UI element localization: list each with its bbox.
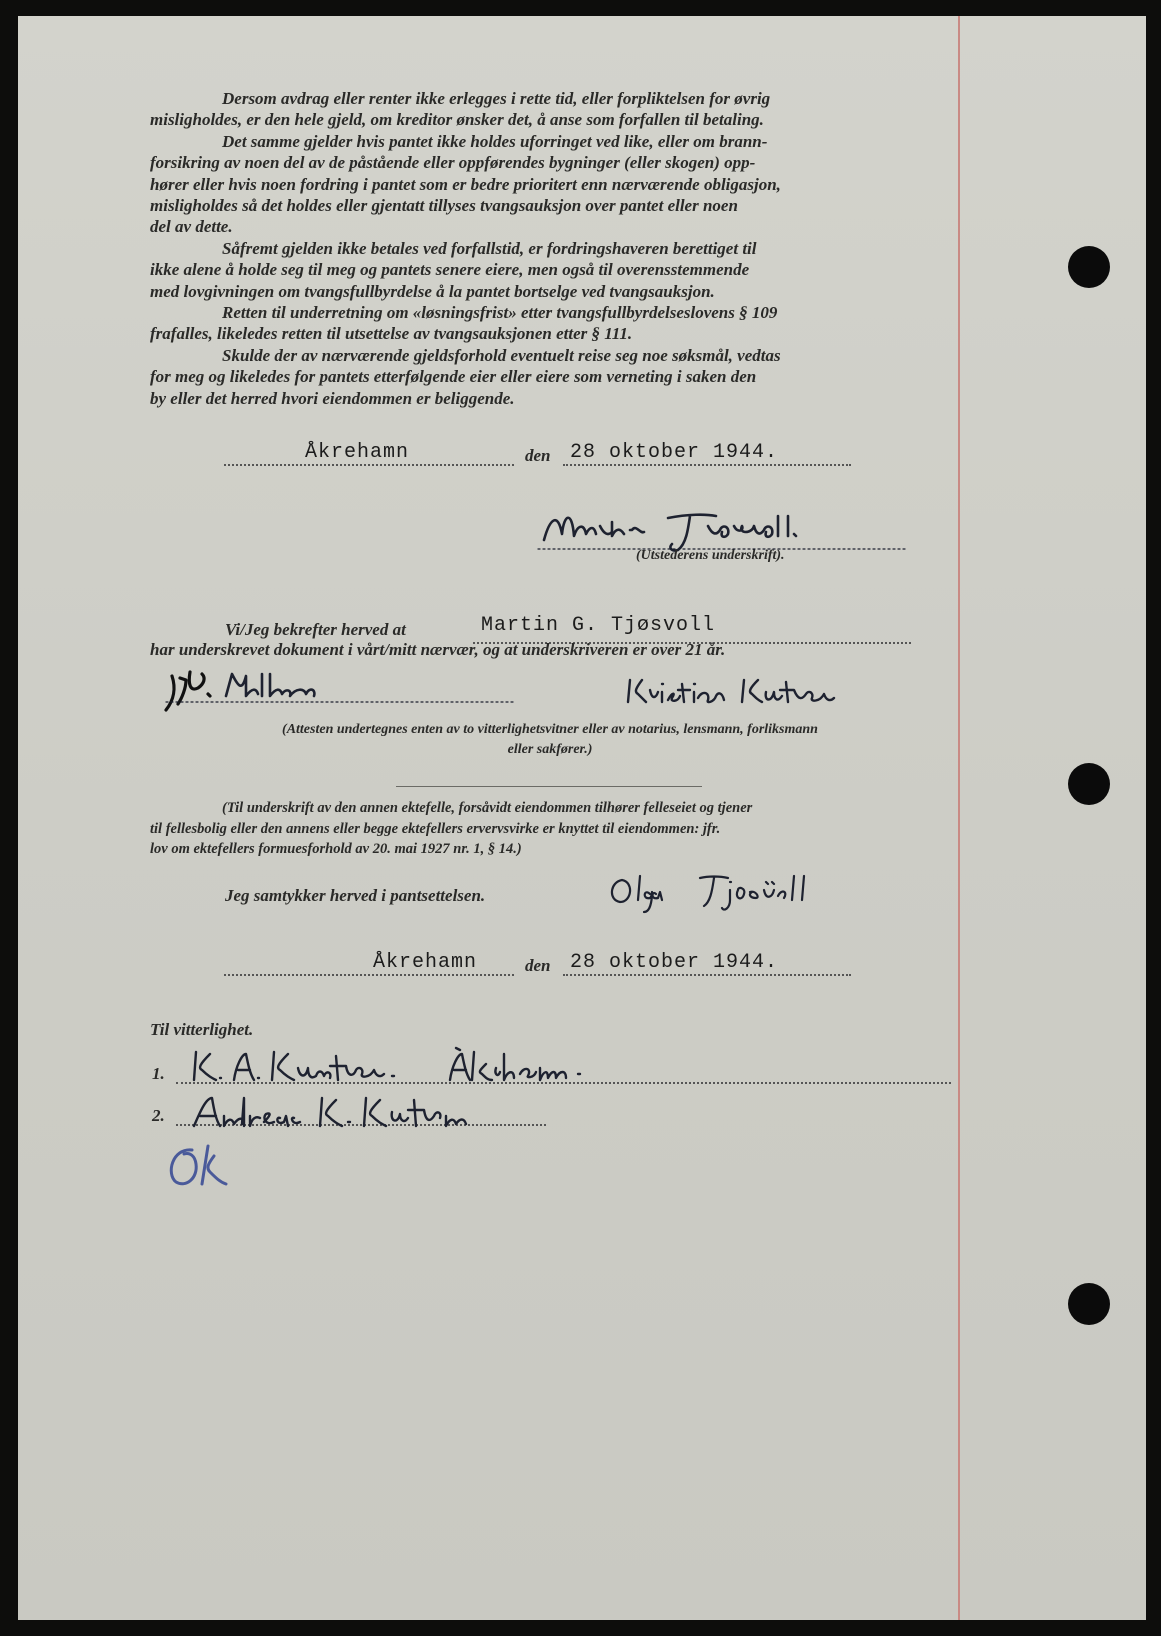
- punch-hole-top: [1068, 246, 1110, 288]
- attestation-note-line-1: (Attesten undertegnes enten av to vitterlighetsvitner eller av notarius, lensmann, forliksmann: [282, 722, 818, 737]
- terms-line: Dersom avdrag eller renter ikke erlegges i rette tid, eller forpliktelsen for øvrig: [222, 89, 771, 108]
- witness-1-signature: [188, 1044, 708, 1090]
- section-divider: [396, 786, 702, 787]
- issuer-signature-caption: (Utstederens underskrift).: [636, 548, 785, 563]
- blue-pencil-initials: [162, 1138, 262, 1198]
- terms-line: Skulde der av nærværende gjeldsforhold eventuelt reise seg noe søksmål, vedtas: [222, 345, 781, 365]
- spouse-place-dotted-line: [224, 974, 514, 976]
- terms-line: med lovgivningen om tvangsfullbyrdelse å la pantet bortselge ved tvangsauksjon.: [150, 281, 715, 301]
- document-page: [18, 16, 1146, 1620]
- terms-line: hører eller hvis noen fordring i pantet som er bedre prioritert enn nærværende obligasjon,: [150, 174, 781, 194]
- terms-line: del av dette.: [150, 217, 233, 237]
- witness-number-1: 1.: [152, 1064, 165, 1083]
- spouse-place: Åkrehamn: [373, 951, 478, 974]
- spouse-note: [150, 798, 950, 860]
- spouse-signature: [604, 868, 884, 918]
- terms-line: misligholdes, er den hele gjeld, om kreditor ønsker det, å anse som forfallen til betaling.: [150, 110, 764, 130]
- attestation-signer-name: Martin G. Tjøsvoll: [481, 614, 716, 637]
- punch-hole-middle: [1068, 763, 1110, 805]
- terms-line: Det samme gjelder hvis pantet ikke holdes uforringet ved like, eller om brann-: [222, 131, 768, 151]
- terms-line: misligholdes så det holdes eller gjentatt tillyses tvangsauksjon over pantet eller noen: [150, 196, 738, 216]
- issue-place: Åkrehamn: [305, 441, 410, 464]
- issue-date: 28 oktober 1944.: [570, 441, 779, 464]
- terms-line: forsikring av noen del av de påstående eller oppførendes bygninger (eller skogen) opp-: [150, 153, 756, 173]
- witness-number-2: 2.: [152, 1106, 165, 1125]
- spouse-consent-text: Jeg samtykker herved i pantsettelsen.: [225, 886, 486, 905]
- witness-2-signature: [190, 1090, 550, 1134]
- terms-line: Retten til underretning om «løsningsfrist» etter tvangsfullbyrdelseslovens § 109: [222, 303, 778, 323]
- terms-line: ikke alene å holde seg til meg og pantets senere eiere, men også til overensstemmende: [150, 260, 750, 280]
- spouse-note-line: til fellesbolig eller den annens eller begge ektefellers ervervsvirke er knyttet til eiendommen: jfr.: [150, 820, 721, 837]
- attestation-witness-signature-1: [146, 664, 546, 714]
- attestation-witness-signature-2: [624, 670, 954, 710]
- terms-line: by eller det herred hvori eiendommen er beliggende.: [150, 388, 515, 408]
- place-dotted-line: [224, 464, 514, 466]
- spouse-den-label: den: [525, 956, 551, 975]
- date-dotted-line: [563, 464, 851, 466]
- punch-hole-bottom: [1068, 1283, 1110, 1325]
- attestation-prefix: Vi/Jeg bekrefter herved at: [225, 620, 406, 639]
- terms-line: for meg og likeledes for pantets etterfølgende eier eller eiere som verneting i saken den: [150, 367, 757, 387]
- red-margin-line: [958, 16, 960, 1620]
- terms-line: Såfremt gjelden ikke betales ved forfallstid, er fordringshaveren berettiget til: [222, 238, 757, 258]
- attestation-line-2: har underskrevet dokument i vårt/mitt nærvær, og at underskriveren er over 21 år.: [150, 640, 726, 659]
- spouse-date: 28 oktober 1944.: [570, 951, 779, 974]
- witness-heading: Til vitterlighet.: [150, 1020, 254, 1039]
- spouse-note-line: (Til underskrift av den annen ektefelle, forsåvidt eiendommen tilhører felleseiet og tjener: [222, 800, 753, 816]
- spouse-note-line: lov om ektefellers formuesforhold av 20. mai 1927 nr. 1, § 14.): [150, 841, 522, 857]
- attestation-note-line-2: eller sakfører.): [507, 742, 593, 757]
- issue-den-label: den: [525, 446, 551, 465]
- spouse-date-dotted-line: [563, 974, 851, 976]
- terms-line: frafalles, likeledes retten til utsettelse av tvangsauksjonen etter § 111.: [150, 324, 633, 344]
- terms-paragraph: [150, 88, 950, 409]
